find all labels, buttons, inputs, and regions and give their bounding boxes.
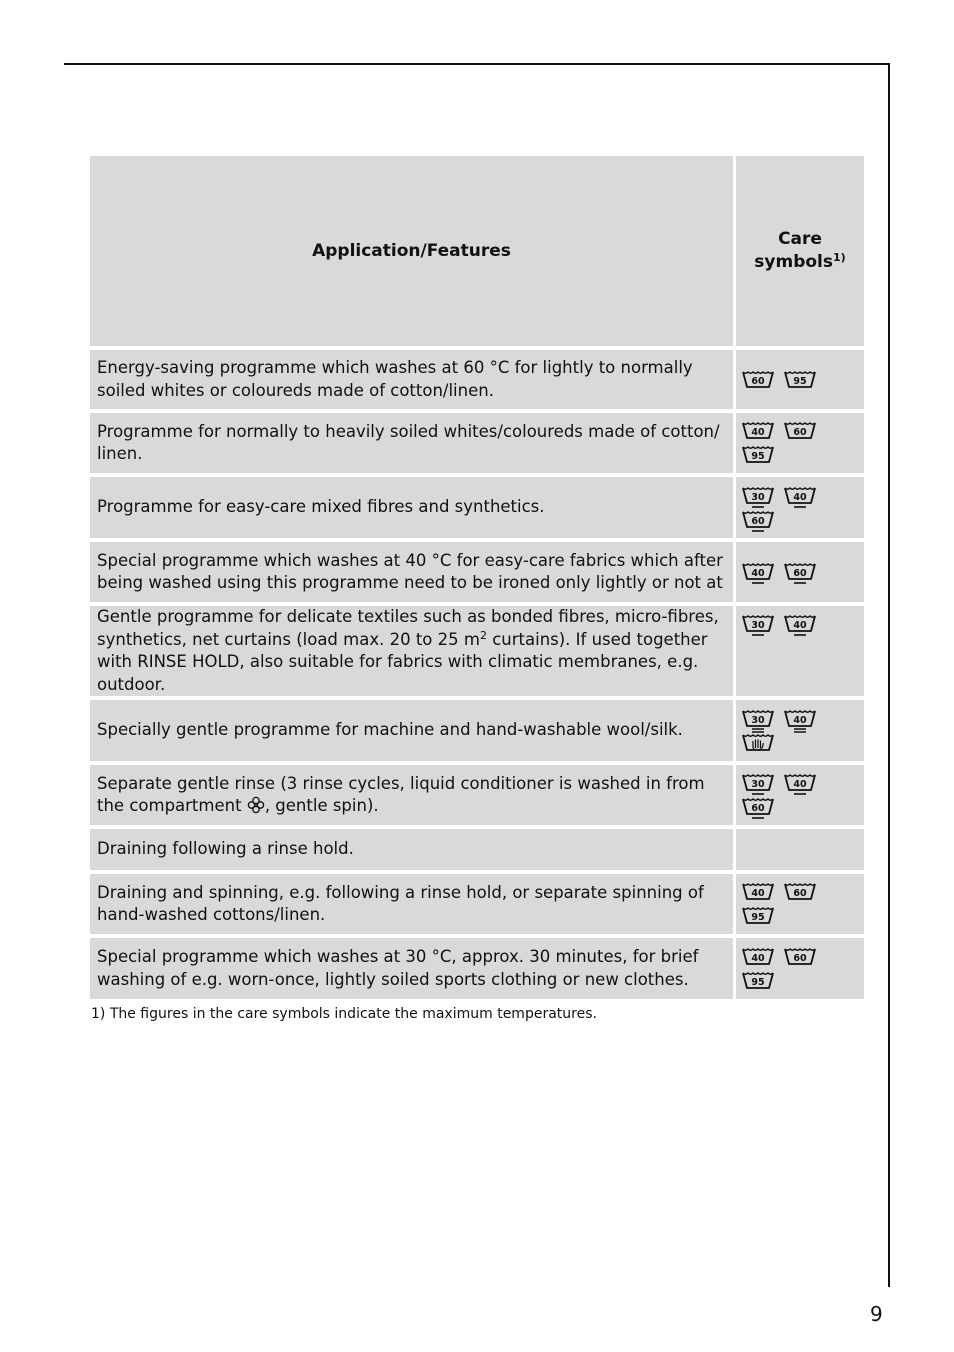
row-description: Programme for easy-care mixed fibres and synthetics.	[90, 477, 733, 538]
table-row	[90, 765, 864, 825]
row-description: Programme for normally to heavily soiled whites/coloureds made of cotton/ linen.	[90, 413, 733, 473]
row-description: Energy-saving programme which washes at 60 °C for lightly to normally soiled whites or coloureds made of cotton/linen.	[90, 350, 733, 409]
side-rule	[888, 63, 890, 1287]
svg-text:40: 40	[793, 620, 807, 631]
footnote-ref: 1)	[833, 251, 846, 264]
table-row	[90, 350, 864, 409]
hand-icon	[753, 739, 764, 750]
table-row	[90, 700, 864, 761]
svg-text:30: 30	[751, 714, 765, 726]
wash-tub-icon	[784, 486, 816, 510]
top-rule	[64, 63, 890, 65]
svg-text:60: 60	[793, 568, 807, 579]
wash-tub-icon	[784, 882, 816, 906]
wash-tub-icon	[742, 906, 774, 930]
wash-tub-icon	[784, 370, 816, 394]
table-row	[90, 938, 864, 999]
row-description: Special programme which washes at 40 °C for easy-care fabrics which after being washed using this programme need to be ironed only lightly or not at	[90, 542, 733, 602]
svg-text:60: 60	[793, 952, 807, 964]
care-symbols-column-header	[733, 156, 864, 346]
wash-tub-icon	[784, 614, 816, 638]
table-row	[90, 874, 864, 934]
wash-tub-icon	[784, 709, 816, 733]
wash-tub-icon	[742, 882, 774, 906]
row-description: Separate gentle rinse (3 rinse cycles, liquid conditioner is washed in from the compartment , gentle spin).	[90, 765, 733, 825]
care-symbols-cell	[733, 700, 864, 761]
svg-text:40: 40	[751, 568, 765, 579]
care-symbols-cell	[733, 938, 864, 999]
table-row	[90, 606, 864, 696]
svg-text:95: 95	[793, 375, 807, 387]
flower-icon	[247, 796, 265, 814]
svg-text:60: 60	[751, 375, 765, 387]
svg-text:60: 60	[751, 515, 765, 527]
table-row	[90, 413, 864, 473]
care-symbols-cell	[733, 350, 864, 409]
wash-tub-icon	[742, 562, 774, 586]
care-symbols-cell	[733, 829, 864, 870]
care-symbols-cell	[733, 542, 864, 602]
features-column-header: Application/Features	[90, 156, 733, 346]
wash-tub-icon	[742, 797, 774, 821]
wash-tub-icon	[784, 773, 816, 797]
wash-tub-icon	[742, 486, 774, 510]
svg-text:60: 60	[793, 427, 807, 438]
care-symbols-cell	[733, 606, 864, 696]
page-number: 9	[870, 1302, 883, 1326]
svg-text:40: 40	[751, 427, 765, 438]
svg-text:95: 95	[751, 912, 765, 923]
svg-text:30: 30	[751, 779, 765, 790]
table-row	[90, 829, 864, 870]
care-symbols-cell	[733, 477, 864, 538]
wash-tub-icon	[742, 421, 774, 445]
svg-text:40: 40	[793, 714, 807, 726]
wash-tub-icon	[742, 733, 774, 757]
wash-tub-icon	[742, 971, 774, 995]
wash-tub-icon	[742, 370, 774, 394]
row-description: Draining following a rinse hold.	[90, 829, 733, 870]
wash-tub-icon	[742, 614, 774, 638]
svg-text:60: 60	[793, 888, 807, 899]
row-description: Specially gentle programme for machine and hand-washable wool/silk.	[90, 700, 733, 761]
svg-text:30: 30	[751, 491, 765, 503]
table-header-row	[90, 156, 864, 346]
table-row	[90, 542, 864, 602]
svg-text:40: 40	[751, 952, 765, 964]
wash-tub-icon	[742, 510, 774, 534]
wash-tub-icon	[742, 947, 774, 971]
svg-text:30: 30	[751, 620, 765, 631]
row-description: Gentle programme for delicate textiles such as bonded fibres, micro-fibres, synthetics, net curtains (load max. 20 to 25 $m^2$ curtains). If used together with RINSE HOLD, also suitable for fabrics with climatic membranes, e.g. outdoor.	[90, 606, 733, 696]
care-symbols-cell	[733, 413, 864, 473]
programme-table	[90, 152, 864, 1003]
wash-tub-icon	[784, 562, 816, 586]
symbols-label: symbols	[754, 252, 834, 272]
wash-tub-icon	[742, 709, 774, 733]
svg-text:40: 40	[793, 491, 807, 503]
wash-tub-icon	[784, 421, 816, 445]
care-symbols-cell	[733, 874, 864, 934]
wash-tub-icon	[742, 445, 774, 469]
svg-text:95: 95	[751, 451, 765, 462]
svg-text:60: 60	[751, 803, 765, 814]
care-label: Care	[778, 229, 822, 249]
svg-text:40: 40	[751, 888, 765, 899]
footnote: 1) The figures in the care symbols indicate the maximum temperatures.	[91, 1006, 597, 1022]
wash-tub-icon	[784, 947, 816, 971]
table-row	[90, 477, 864, 538]
svg-text:40: 40	[793, 779, 807, 790]
wash-tub-icon	[742, 773, 774, 797]
row-description: Draining and spinning, e.g. following a rinse hold, or separate spinning of hand-washed cottons/linen.	[90, 874, 733, 934]
care-symbols-cell	[733, 765, 864, 825]
row-description: Special programme which washes at 30 °C, approx. 30 minutes, for brief washing of e.g. worn-once, lightly soiled sports clothing or new clothes.	[90, 938, 733, 999]
svg-text:95: 95	[751, 976, 765, 988]
